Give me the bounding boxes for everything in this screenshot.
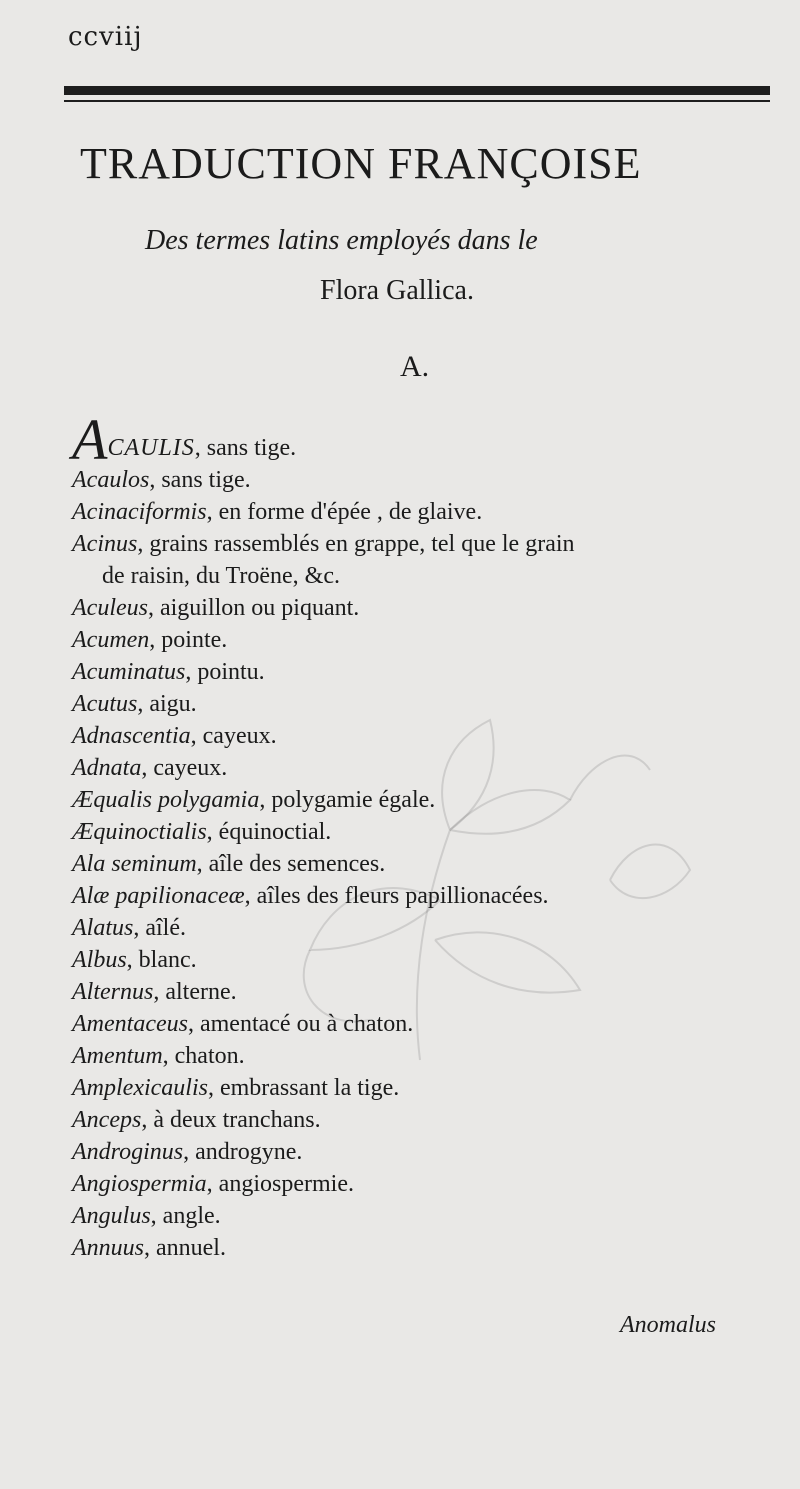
catchword: Anomalus [620,1312,716,1338]
glossary-entry [72,688,787,720]
glossary-french-term: , sans tige. [194,435,297,461]
glossary-french-term: , blanc. [126,947,197,973]
glossary-french-term: , aîle des semences. [196,851,386,877]
glossary-latin-term: Æqualis polygamia [72,787,260,813]
glossary-french-term: , alterne. [153,979,237,1005]
glossary-latin-term: Adnascentia [72,723,191,749]
glossary-latin-term: Angiospermia [72,1171,207,1197]
glossary-french-term: , aîlé. [133,915,186,941]
glossary-entry [72,816,787,848]
glossary-entry [72,592,787,624]
glossary-french-term: , angiospermie. [206,1171,354,1197]
glossary-entry [72,1008,787,1040]
glossary-french-term: , annuel. [144,1235,226,1261]
glossary-french-term: , angle. [150,1203,221,1229]
drop-cap-rest: CAULIS [107,435,195,461]
glossary-entry [72,407,787,472]
glossary-latin-term [72,407,195,472]
glossary-french-term: , androgyne. [183,1139,303,1165]
glossary-latin-term: Alternus [72,979,154,1005]
glossary-entry [72,944,787,976]
glossary-french-term: , pointe. [149,627,228,653]
glossary-entry [72,624,787,656]
glossary-latin-term: Æquinoctialis [72,819,207,845]
glossary-french-term: , aiguillon ou piquant. [147,595,360,621]
glossary-entry [72,1136,787,1168]
glossary-french-term: , cayeux. [141,755,228,781]
glossary-latin-term: Acinaciformis [72,499,207,525]
glossary-french-term: , cayeux. [190,723,277,749]
glossary-latin-term: Acinus [72,531,138,557]
glossary-latin-term: Acuminatus [72,659,186,685]
glossary-french-term: , en forme d'épée , de glaive. [206,499,483,525]
glossary-latin-term: Acutus [72,691,138,717]
glossary-latin-term: Acaulos [72,467,150,493]
glossary-entry [72,496,787,528]
glossary-entry [72,880,787,912]
glossary-french-term: , chaton. [162,1043,245,1069]
glossary-latin-term: Adnata [72,755,142,781]
glossary-entry [72,784,787,816]
glossary-french-term: , pointu. [185,659,265,685]
glossary-french-term: , grains rassemblés en grappe, tel que le grain [137,531,575,557]
glossary-french-term: , équinoctial. [206,819,332,845]
glossary-latin-term: Alatus [72,915,134,941]
glossary-entry [72,1040,787,1072]
glossary-entry [72,1072,787,1104]
glossary-french-term: , à deux tranchans. [141,1107,321,1133]
glossary-french-term: , amentacé ou à chaton. [187,1011,414,1037]
glossary-entry [72,1104,787,1136]
drop-cap: A [72,407,108,472]
glossary-french-term: , aîles des fleurs papillionacées. [244,883,549,909]
header-rule-thick [64,86,770,95]
glossary-latin-term: Anceps [72,1107,142,1133]
glossary-entry [72,1200,787,1232]
glossary-entry [72,528,787,592]
glossary-latin-term: Angulus [72,1203,151,1229]
glossary-french-term: , sans tige. [149,467,251,493]
page-subtitle-work: Flora Gallica. [320,275,474,306]
page-title: TRADUCTION FRANÇOISE [80,139,642,188]
glossary-french-term: , embrassant la tige. [207,1075,400,1101]
glossary-entry [72,976,787,1008]
glossary-entry [72,848,787,880]
glossary-latin-term: Amentum [72,1043,163,1069]
folio-page-number: ccviij [68,22,143,52]
glossary-french-term: , aigu. [137,691,197,717]
glossary-latin-term: Albus [72,947,127,973]
glossary-entry [72,656,787,688]
glossary-entry [72,1168,787,1200]
glossary-entry [72,752,787,784]
glossary-latin-term: Ala seminum [72,851,197,877]
glossary-latin-term: Androginus [72,1139,184,1165]
section-letter: A. [400,350,430,383]
header-rule-thin [64,100,770,102]
glossary-latin-term: Acumen [72,627,150,653]
glossary-entry [72,1232,787,1264]
glossary-entry [72,720,787,752]
glossary-french-continuation: de raisin, du Troëne, &c. [102,563,340,589]
page-subtitle: Des termes latins employés dans le [145,225,538,256]
glossary-latin-term: Amplexicaulis [72,1075,208,1101]
glossary-entry [72,464,787,496]
glossary-latin-term: Alæ papilionaceæ [72,883,245,909]
glossary-entry [72,912,787,944]
glossary-latin-term: Aculeus [72,595,148,621]
glossary-list [72,407,787,1264]
glossary-french-term: , polygamie égale. [259,787,436,813]
glossary-latin-term: Amentaceus [72,1011,188,1037]
glossary-latin-term: Annuus [72,1235,144,1261]
